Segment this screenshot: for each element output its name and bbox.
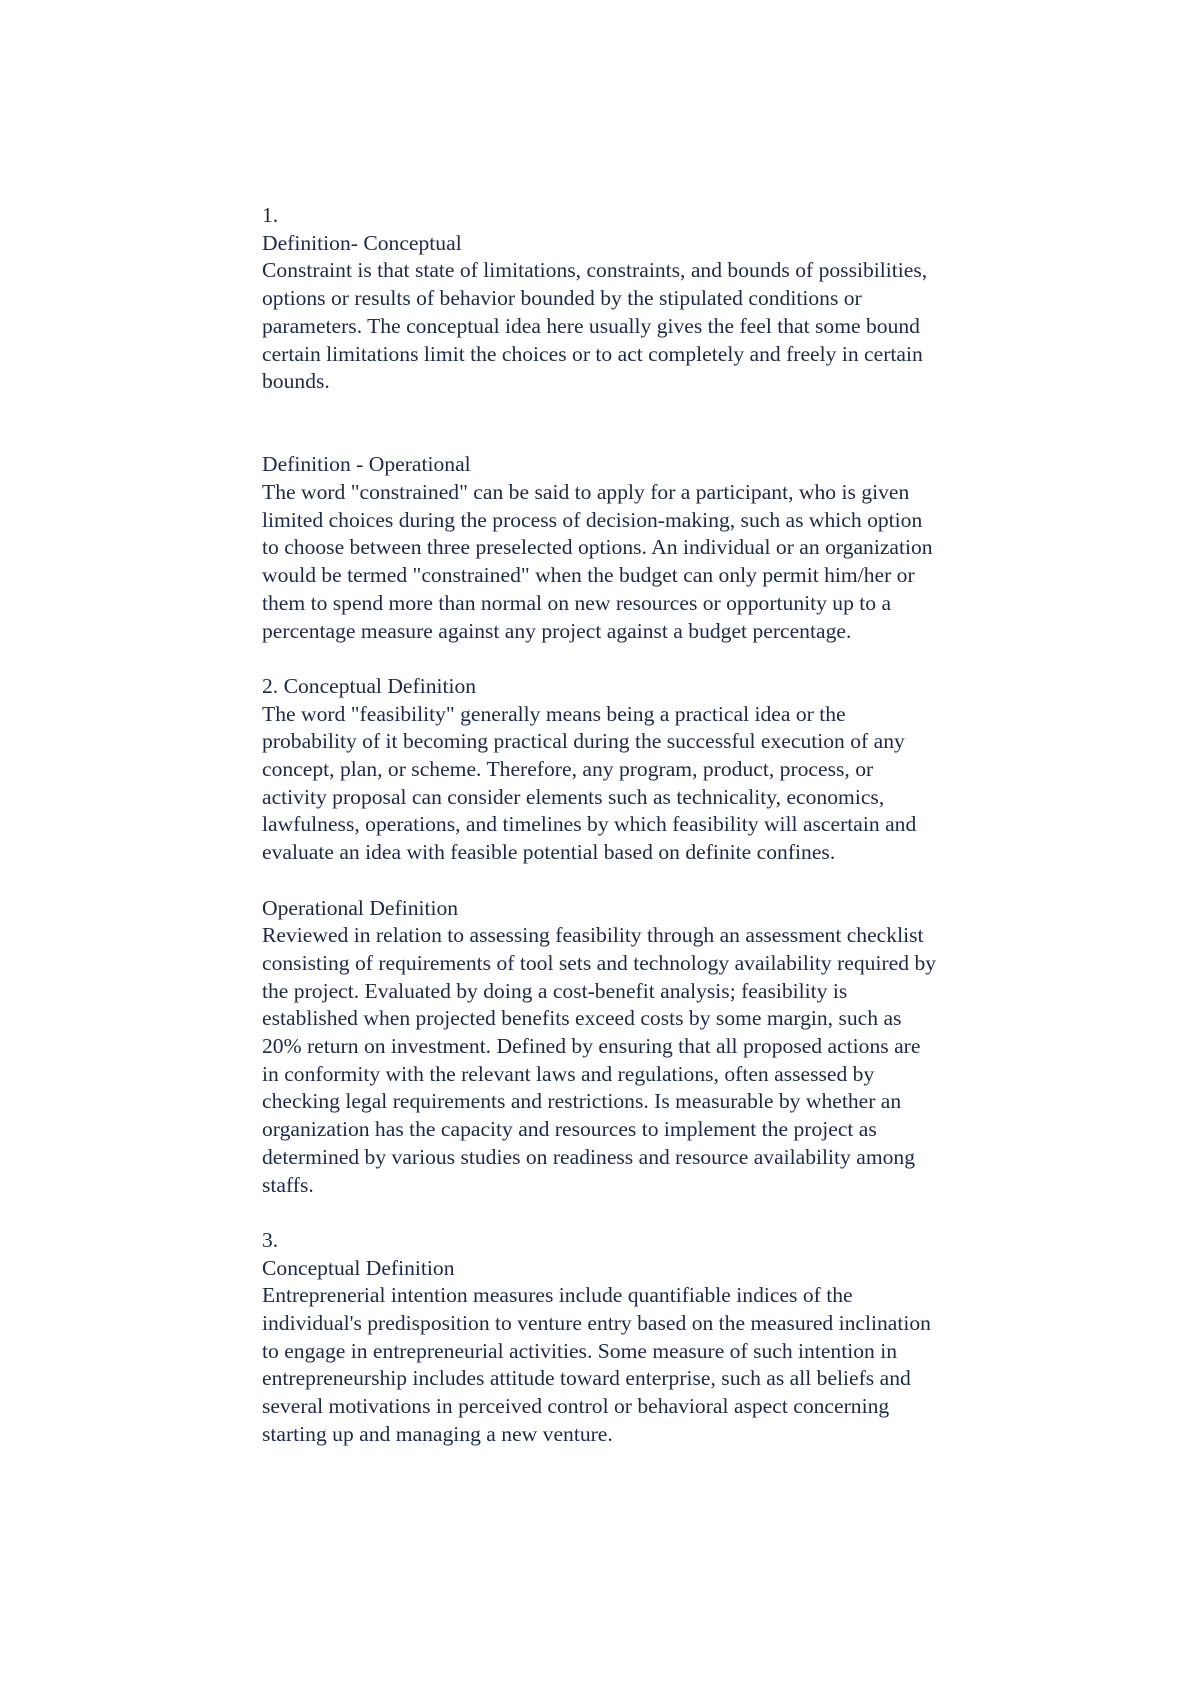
paragraph-line: certain limitations limit the choices or to act completely and freely in certain: [262, 341, 923, 366]
paragraph-line: activity proposal can consider elements such as technicality, economics,: [262, 784, 885, 809]
paragraph-line: starting up and managing a new venture.: [262, 1421, 613, 1446]
section-number: 3.: [262, 1227, 279, 1252]
paragraph-line: Constraint is that state of limitations, constraints, and bounds of possibilities,: [262, 258, 928, 283]
paragraph-line: them to spend more than normal on new resources or opportunity up to a: [262, 590, 892, 615]
paragraph-line: probability of it becoming practical during the successful execution of any: [262, 729, 905, 754]
paragraph-line: several motivations in perceived control or behavioral aspect concerning: [262, 1394, 890, 1419]
spacer: [262, 867, 1022, 895]
section-heading: Definition - Operational: [262, 452, 471, 477]
paragraph-line: lawfulness, operations, and timelines by which feasibility will ascertain and: [262, 812, 917, 837]
paragraph-line: parameters. The conceptual idea here usually gives the feel that some bound: [262, 313, 920, 338]
spacer: [262, 645, 1022, 673]
paragraph-line: The word "feasibility" generally means being a practical idea or the: [262, 701, 846, 726]
paragraph-line: percentage measure against any project against a budget percentage.: [262, 618, 852, 643]
paragraph-line: evaluate an idea with feasible potential based on definite confines.: [262, 840, 836, 865]
paragraph-line: to engage in entrepreneurial activities. Some measure of such intention in: [262, 1338, 898, 1363]
section-heading: Definition- Conceptual: [262, 230, 462, 255]
paragraph-line: entrepreneurship includes attitude toward enterprise, such as all beliefs and: [262, 1366, 911, 1391]
paragraph-line: consisting of requirements of tool sets and technology availability required by: [262, 950, 937, 975]
paragraph-line: determined by various studies on readiness and resource availability among: [262, 1144, 916, 1169]
spacer: [262, 396, 1022, 424]
paragraph-line: Entreprenerial intention measures include quantifiable indices of the: [262, 1283, 853, 1308]
paragraph-line: individual's predisposition to venture entry based on the measured inclination: [262, 1311, 931, 1336]
paragraph-line: concept, plan, or scheme. Therefore, any program, product, process, or: [262, 757, 874, 782]
document-body: [262, 202, 1022, 1449]
spacer: [262, 1199, 1022, 1227]
section-heading: 2. Conceptual Definition: [262, 673, 477, 698]
paragraph-line: options or results of behavior bounded by the stipulated conditions or: [262, 286, 862, 311]
section-heading: Operational Definition: [262, 895, 459, 920]
paragraph-line: organization has the capacity and resources to implement the project as: [262, 1117, 877, 1142]
paragraph-line: bounds.: [262, 369, 330, 394]
paragraph-line: limited choices during the process of decision-making, such as which option: [262, 507, 923, 532]
section-heading: Conceptual Definition: [262, 1255, 455, 1280]
paragraph-line: the project. Evaluated by doing a cost-benefit analysis; feasibility is: [262, 978, 848, 1003]
paragraph-line: staffs.: [262, 1172, 314, 1197]
paragraph-line: established when projected benefits exceed costs by some margin, such as: [262, 1006, 902, 1031]
paragraph-line: The word "constrained" can be said to apply for a participant, who is given: [262, 480, 910, 504]
paragraph-line: checking legal requirements and restrictions. Is measurable by whether an: [262, 1089, 902, 1114]
paragraph-line: would be termed "constrained" when the budget can only permit him/her or: [262, 563, 915, 588]
paragraph-line: to choose between three preselected options. An individual or an organization: [262, 535, 933, 560]
paragraph-line: 20% return on investment. Defined by ensuring that all proposed actions are: [262, 1034, 921, 1059]
paragraph-line: Reviewed in relation to assessing feasibility through an assessment checklist: [262, 923, 924, 948]
section-number: 1.: [262, 203, 279, 227]
spacer: [262, 424, 1022, 452]
paragraph-line: in conformity with the relevant laws and regulations, often assessed by: [262, 1061, 875, 1086]
